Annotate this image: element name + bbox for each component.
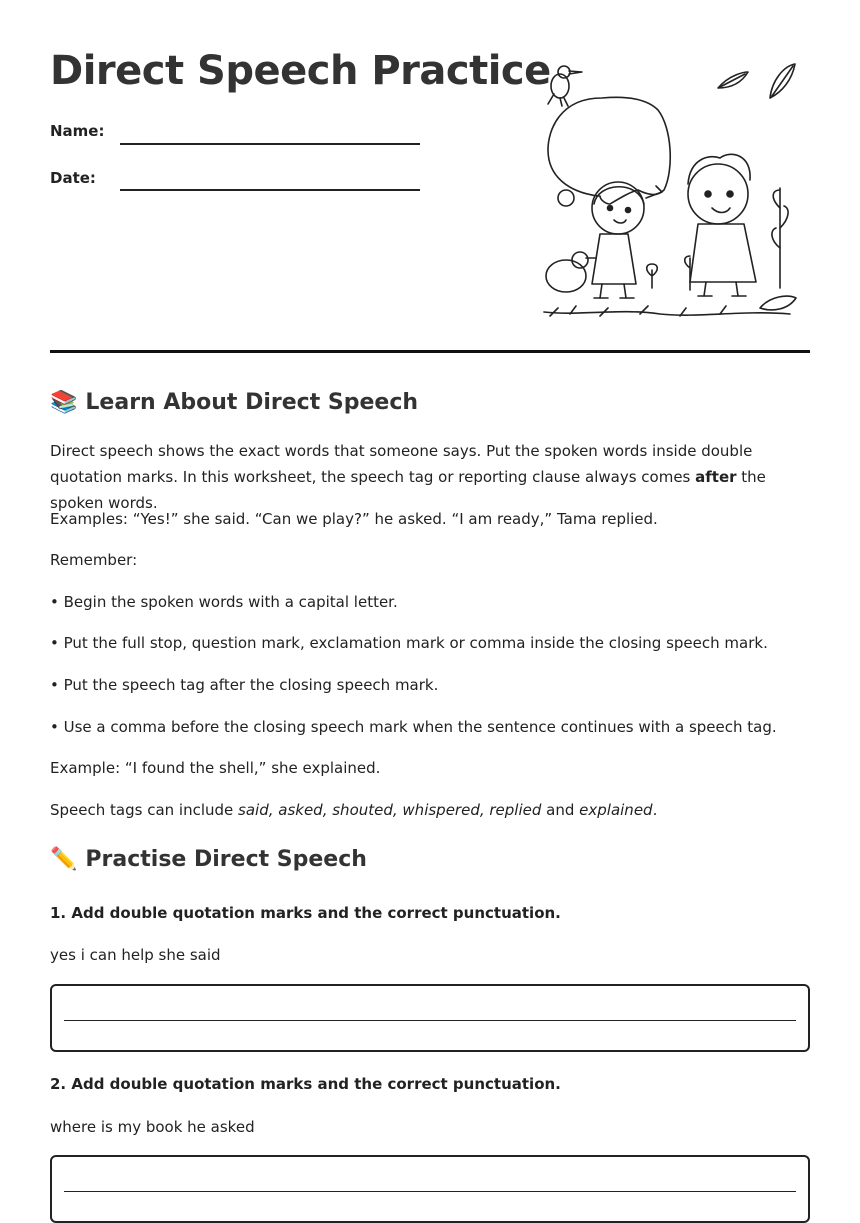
learn-heading	[50, 390, 418, 415]
learn-examples: Examples: “Yes!” she said. “Can we play?” he asked. “I am ready,” Tama replied.	[50, 510, 658, 528]
question-sentence: where is my book he asked	[50, 1118, 255, 1136]
speech-tags-list: said, asked, shouted, whispered, replied	[238, 801, 542, 819]
bird-icon	[548, 66, 582, 106]
leaves-icon	[718, 64, 795, 98]
date-label: Date:	[50, 169, 96, 187]
answer-box[interactable]	[50, 984, 810, 1052]
name-label: Name:	[50, 122, 105, 140]
learn-example2: Example: “I found the shell,” she explained.	[50, 759, 381, 777]
question-sentence: yes i can help she said	[50, 946, 221, 964]
learn-remember: Remember:	[50, 551, 138, 569]
learn-bullet: • Use a comma before the closing speech mark when the sentence continues with a speech tag.	[50, 718, 777, 736]
answer-line	[64, 1191, 796, 1192]
learn-bullet: • Put the speech tag after the closing speech mark.	[50, 676, 439, 694]
speech-tags-last: explained	[579, 801, 653, 819]
books-icon: 📚	[50, 390, 78, 415]
answer-line	[64, 1020, 796, 1021]
answer-box[interactable]	[50, 1155, 810, 1223]
learn-speech-tags	[50, 797, 810, 823]
date-line[interactable]	[120, 189, 420, 191]
boy-figure	[688, 154, 756, 296]
learn-heading-text: Learn About Direct Speech	[85, 390, 419, 415]
practise-heading	[50, 847, 367, 872]
question-prompt: 2. Add double quotation marks and the correct punctuation.	[50, 1075, 561, 1093]
speech-tags-and: and	[541, 801, 580, 819]
section-divider	[50, 350, 810, 353]
learn-intro	[50, 438, 810, 516]
pencil-icon: ✏️	[50, 847, 78, 872]
practise-heading-text: Practise Direct Speech	[85, 847, 367, 872]
learn-intro-bold: after	[695, 468, 737, 486]
children-speech-bubble-illustration	[540, 58, 808, 326]
name-line[interactable]	[120, 143, 420, 145]
learn-intro-part2: the spoken words.	[50, 468, 766, 512]
learn-intro-part1: Direct speech shows the exact words that someone says. Put the spoken words inside double quotation marks. In this worksheet, the speech tag or reporting clause always comes	[50, 442, 753, 486]
learn-bullet: • Put the full stop, question mark, exclamation mark or comma inside the closing speech mark.	[50, 634, 768, 652]
speech-tags-prefix: Speech tags can include	[50, 801, 239, 819]
speech-tags-end: .	[652, 801, 658, 819]
page-title: Direct Speech Practice	[50, 48, 551, 94]
girl-figure	[546, 182, 644, 298]
ground-line	[544, 312, 790, 315]
plants-icon	[647, 188, 796, 310]
learn-bullet: • Begin the spoken words with a capital letter.	[50, 593, 398, 611]
question-prompt: 1. Add double quotation marks and the correct punctuation.	[50, 904, 561, 922]
